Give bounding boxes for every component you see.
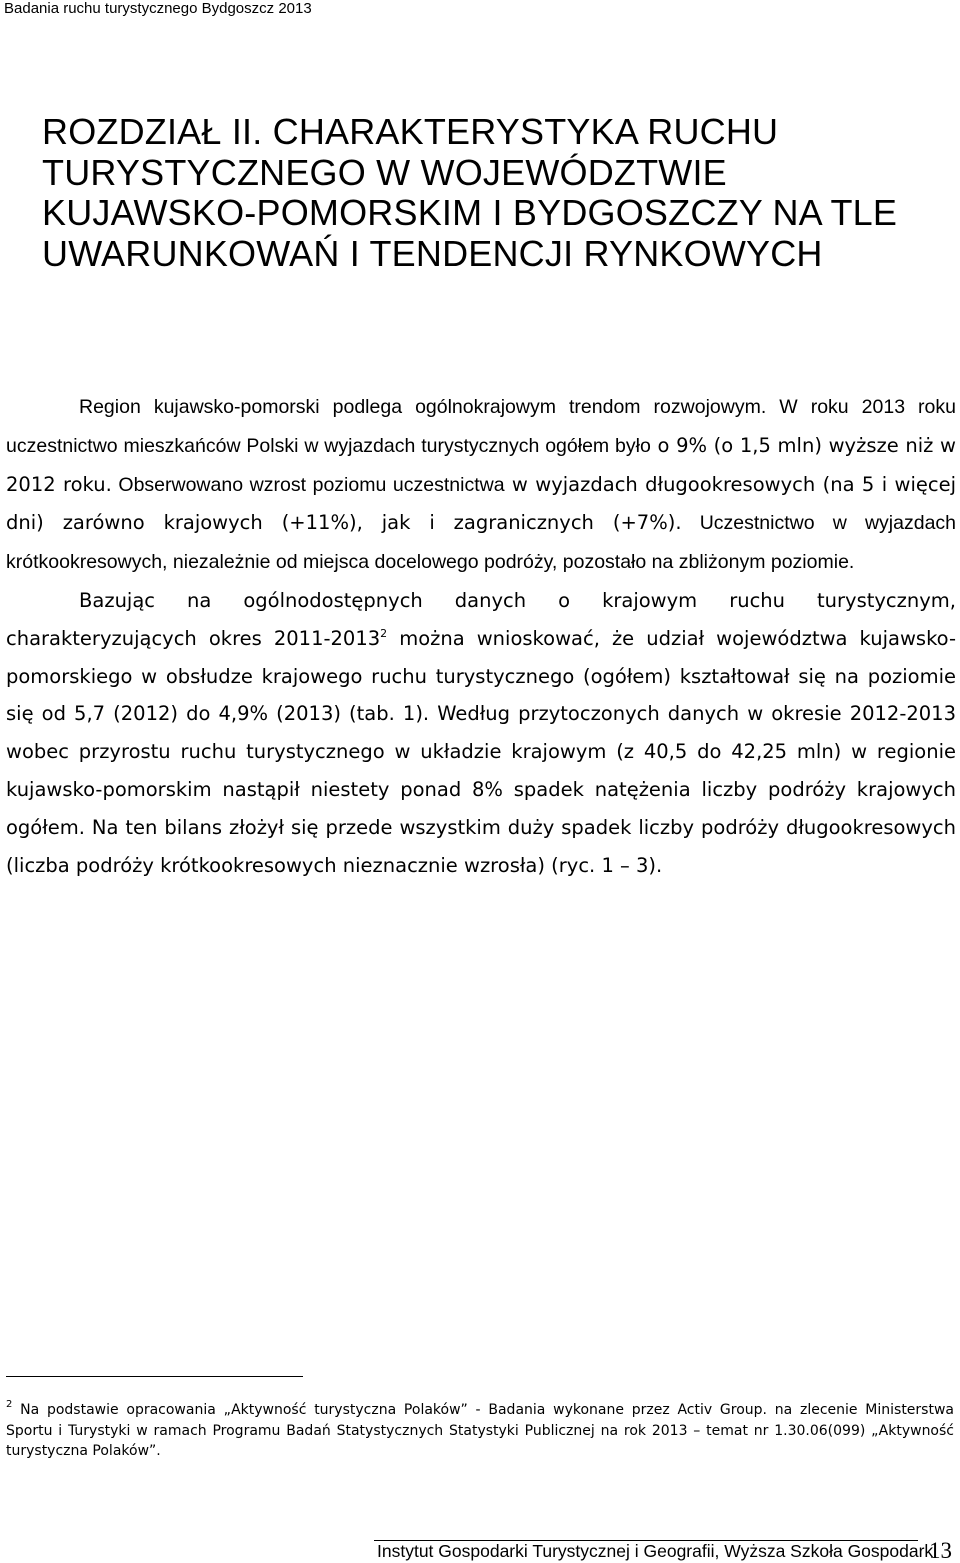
paragraph-2 [6,582,956,884]
page-number: 13 [929,1538,952,1563]
paragraph-1-sentence-1: Region kujawsko-pomorski podlega ogólnokrajowym trendom rozwojowym. W roku 2013 roku uczestnictwo mieszkańców Polski w wyjazdach turystycznych ogółem było [6,396,956,457]
paragraph-1-sentence-3: Obserwowano wzrost poziomu uczestnictwa [111,473,505,496]
paragraph-1-sentence-2: o 9% (o 1,5 mln) wyższe niż w 2012 roku. [6,433,956,496]
paragraph-2-part-2: można wnioskować, że udział województwa kujawsko-pomorskiego w obsłudze krajowego ruchu turystycznego (ogółem) kształtował się na poziomie się od 5,7 (2012) do 4,9% (2013) (tab. 1). Według przytoczonych danych w okresie 2012-2013 wobec przyrostu ruchu turystycznego w układzie krajowym (z 40,5 do 42,25 mln) w regionie kujawsko-pomorskim nastąpił niestety ponad 8% spadek natężenia liczby podróży krajowych ogółem. Na ten bilans złożył się przede wszystkim duży spadek liczby podróży długookresowych (liczba podróży krótkookresowych nieznacznie wzrosła) (ryc. 1 – 3). [6,626,956,877]
chapter-title-line: TURYSTYCZNEGO W WOJEWÓDZTWIE [42,151,727,193]
footer-institution: Instytut Gospodarki Turystycznej i Geografii, Wyższa Szkoła Gospodarki [377,1541,938,1561]
paragraph-1-sentence-5: Uczestnictwo w wyjazdach krótkookresowych, niezależnie od miejsca docelowego podróży, pozostało na zbliżonym poziomie. [6,512,957,574]
footnote-reference[interactable]: 2 [380,626,388,640]
paragraph-1 [6,388,956,582]
chapter-title-line: UWARUNKOWAŃ I TENDENCJI RYNKOWYCH [42,232,823,274]
paragraph-1-sentence-4: w wyjazdach długookresowych (na 5 i więcej dni) zarówno krajowych (+11%), jak i zagranicznych (+7%). [6,472,956,535]
footnote-number: 2 [6,1399,13,1410]
body-text [6,388,956,884]
chapter-title-line: ROZDZIAŁ II. CHARAKTERYSTYKA RUCHU [42,111,779,152]
running-header: Badania ruchu turystycznego Bydgoszcz 2013 [4,0,312,17]
chapter-title [42,112,942,274]
chapter-title-line: KUJAWSKO-POMORSKIM I BYDGOSZCZY NA TLE [42,192,898,233]
paragraph-2-part-1: Bazując na ogólnodostępnych danych o krajowym ruchu turystycznym, charakteryzujących okres 2011-2013 [6,588,956,650]
footnote-text: Na podstawie opracowania „Aktywność turystyczna Polaków” - Badania wykonane przez Activ Group. na zlecenie Ministerstwa Sportu i Turystyki w ramach Programu Badań Statystycznych Statystyki Publicznej na rok 2013 – temat nr 1.30.06(099) „Aktywność turystyczna Polaków”. [6,1402,954,1460]
footnote-separator [6,1376,303,1377]
footnote [6,1400,954,1462]
